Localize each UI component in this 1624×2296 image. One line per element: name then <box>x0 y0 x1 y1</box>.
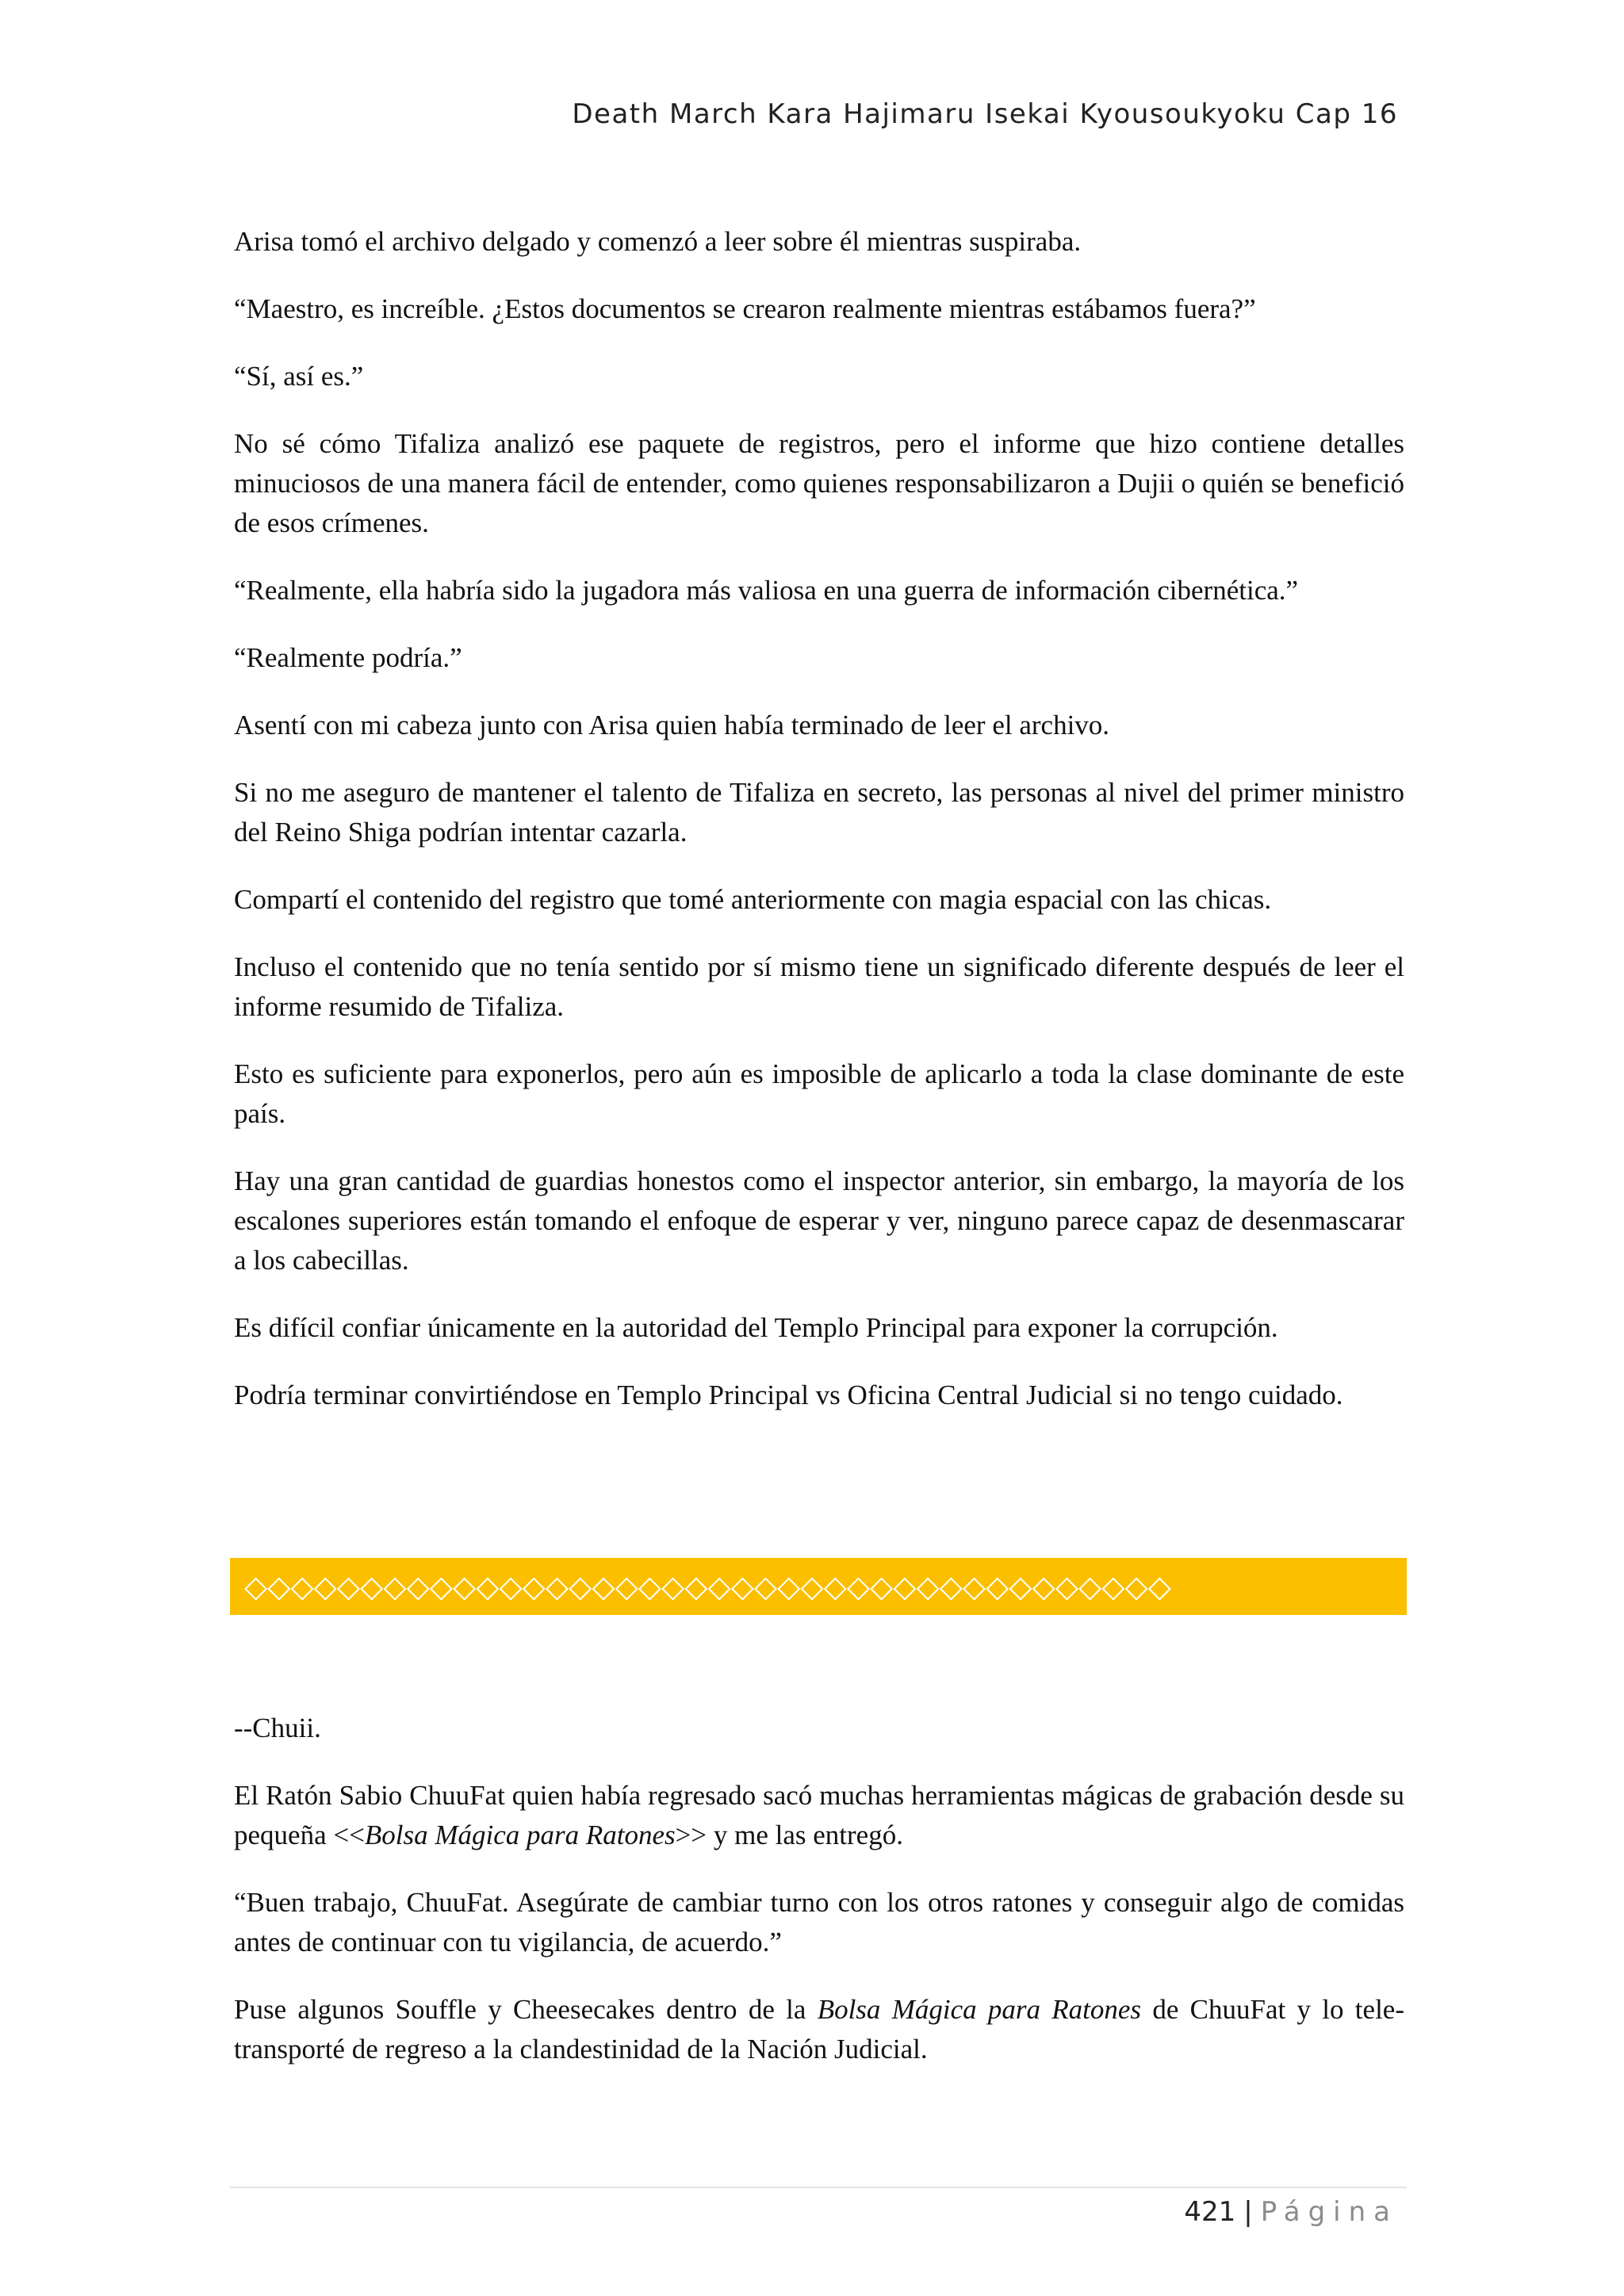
paragraph: Hay una gran cantidad de guardias honestos como el inspector anterior, sin embargo, la mayoría de los escalones superiores están tomando el enfoque de esperar y ver, ninguno parece capaz de desenmascarar a los cabecillas. <box>234 1165 1404 1276</box>
paragraph: Asentí con mi cabeza junto con Arisa quien había terminado de leer el archivo. <box>234 710 1110 740</box>
running-header: Death March Kara Hajimaru Isekai Kyousoukyoku Cap 16 <box>572 98 1398 130</box>
diamond-row-icon: ◇◇◇◇◇◇◇◇◇◇◇◇◇◇◇◇◇◇◇◇◇◇◇◇◇◇◇◇◇◇◇◇◇◇◇◇◇◇◇◇ <box>244 1569 1171 1604</box>
angle-open: << <box>333 1820 365 1850</box>
paragraph: Esto es suficiente para exponerlos, pero aún es imposible de aplicarlo a toda la clase dominante de este país. <box>234 1058 1404 1129</box>
paragraph <box>234 1776 1404 1855</box>
page-footer <box>1184 2196 1398 2228</box>
page-label: Página <box>1260 2196 1398 2228</box>
paragraph: --Chuii. <box>234 1712 321 1743</box>
italic-item-name: Bolsa Mágica para Ratones <box>364 1820 676 1850</box>
body-text-section-2 <box>234 1709 1404 2097</box>
paragraph: Si no me aseguro de mantener el talento de Tifaliza en secreto, las personas al nivel del primer ministro del Reino Shiga podrían intentar cazarla. <box>234 777 1404 848</box>
paragraph: No sé cómo Tifaliza analizó ese paquete de registros, pero el informe que hizo contiene detalles minuciosos de una manera fácil de entender, como quienes responsabilizaron a Dujii o quién se benefició de esos crímenes. <box>234 428 1404 538</box>
paragraph: “Realmente podría.” <box>234 642 462 673</box>
paragraph: Compartí el contenido del registro que tomé anteriormente con magia espacial con las chicas. <box>234 884 1272 915</box>
paragraph: Podría terminar convirtiéndose en Templo Principal vs Oficina Central Judicial si no tengo cuidado. <box>234 1380 1343 1410</box>
italic-item-name: Bolsa Mágica para Ratones <box>817 1994 1142 2025</box>
footer-divider <box>230 2187 1407 2188</box>
paragraph-text: de ChuuFat y lo tele-transporté de regreso a la clandestinidad de la Nación Judicial. <box>234 1994 1404 2064</box>
paragraph-text: El Ratón Sabio ChuuFat quien había regresado sacó muchas herramientas mágicas de grabación desde su pequeña <box>234 1780 1404 1850</box>
page-number: 421 <box>1184 2196 1236 2228</box>
scene-separator-band <box>230 1558 1407 1615</box>
paragraph: Es difícil confiar únicamente en la autoridad del Templo Principal para exponer la corrupción. <box>234 1312 1278 1343</box>
paragraph: Arisa tomó el archivo delgado y comenzó a leer sobre él mientras suspiraba. <box>234 226 1082 257</box>
paragraph-text: y me las entregó. <box>707 1820 903 1850</box>
footer-separator: | <box>1243 2196 1253 2228</box>
paragraph: “Maestro, es increíble. ¿Estos documentos se crearon realmente mientras estábamos fuera?” <box>234 293 1256 324</box>
paragraph <box>234 1990 1404 2069</box>
paragraph: “Realmente, ella habría sido la jugadora más valiosa en una guerra de información cibernética.” <box>234 575 1299 606</box>
paragraph: “Sí, así es.” <box>234 361 364 392</box>
paragraph-text: Puse algunos Souffle y Cheesecakes dentro de la <box>234 1994 818 2025</box>
paragraph: Incluso el contenido que no tenía sentido por sí mismo tiene un significado diferente después de leer el informe resumido de Tifaliza. <box>234 951 1404 1022</box>
paragraph: “Buen trabajo, ChuuFat. Asegúrate de cambiar turno con los otros ratones y conseguir algo de comidas antes de continuar con tu vigilancia, de acuerdo.” <box>234 1887 1404 1957</box>
angle-close: >> <box>675 1820 707 1850</box>
body-text-section-1 <box>234 222 1404 1443</box>
